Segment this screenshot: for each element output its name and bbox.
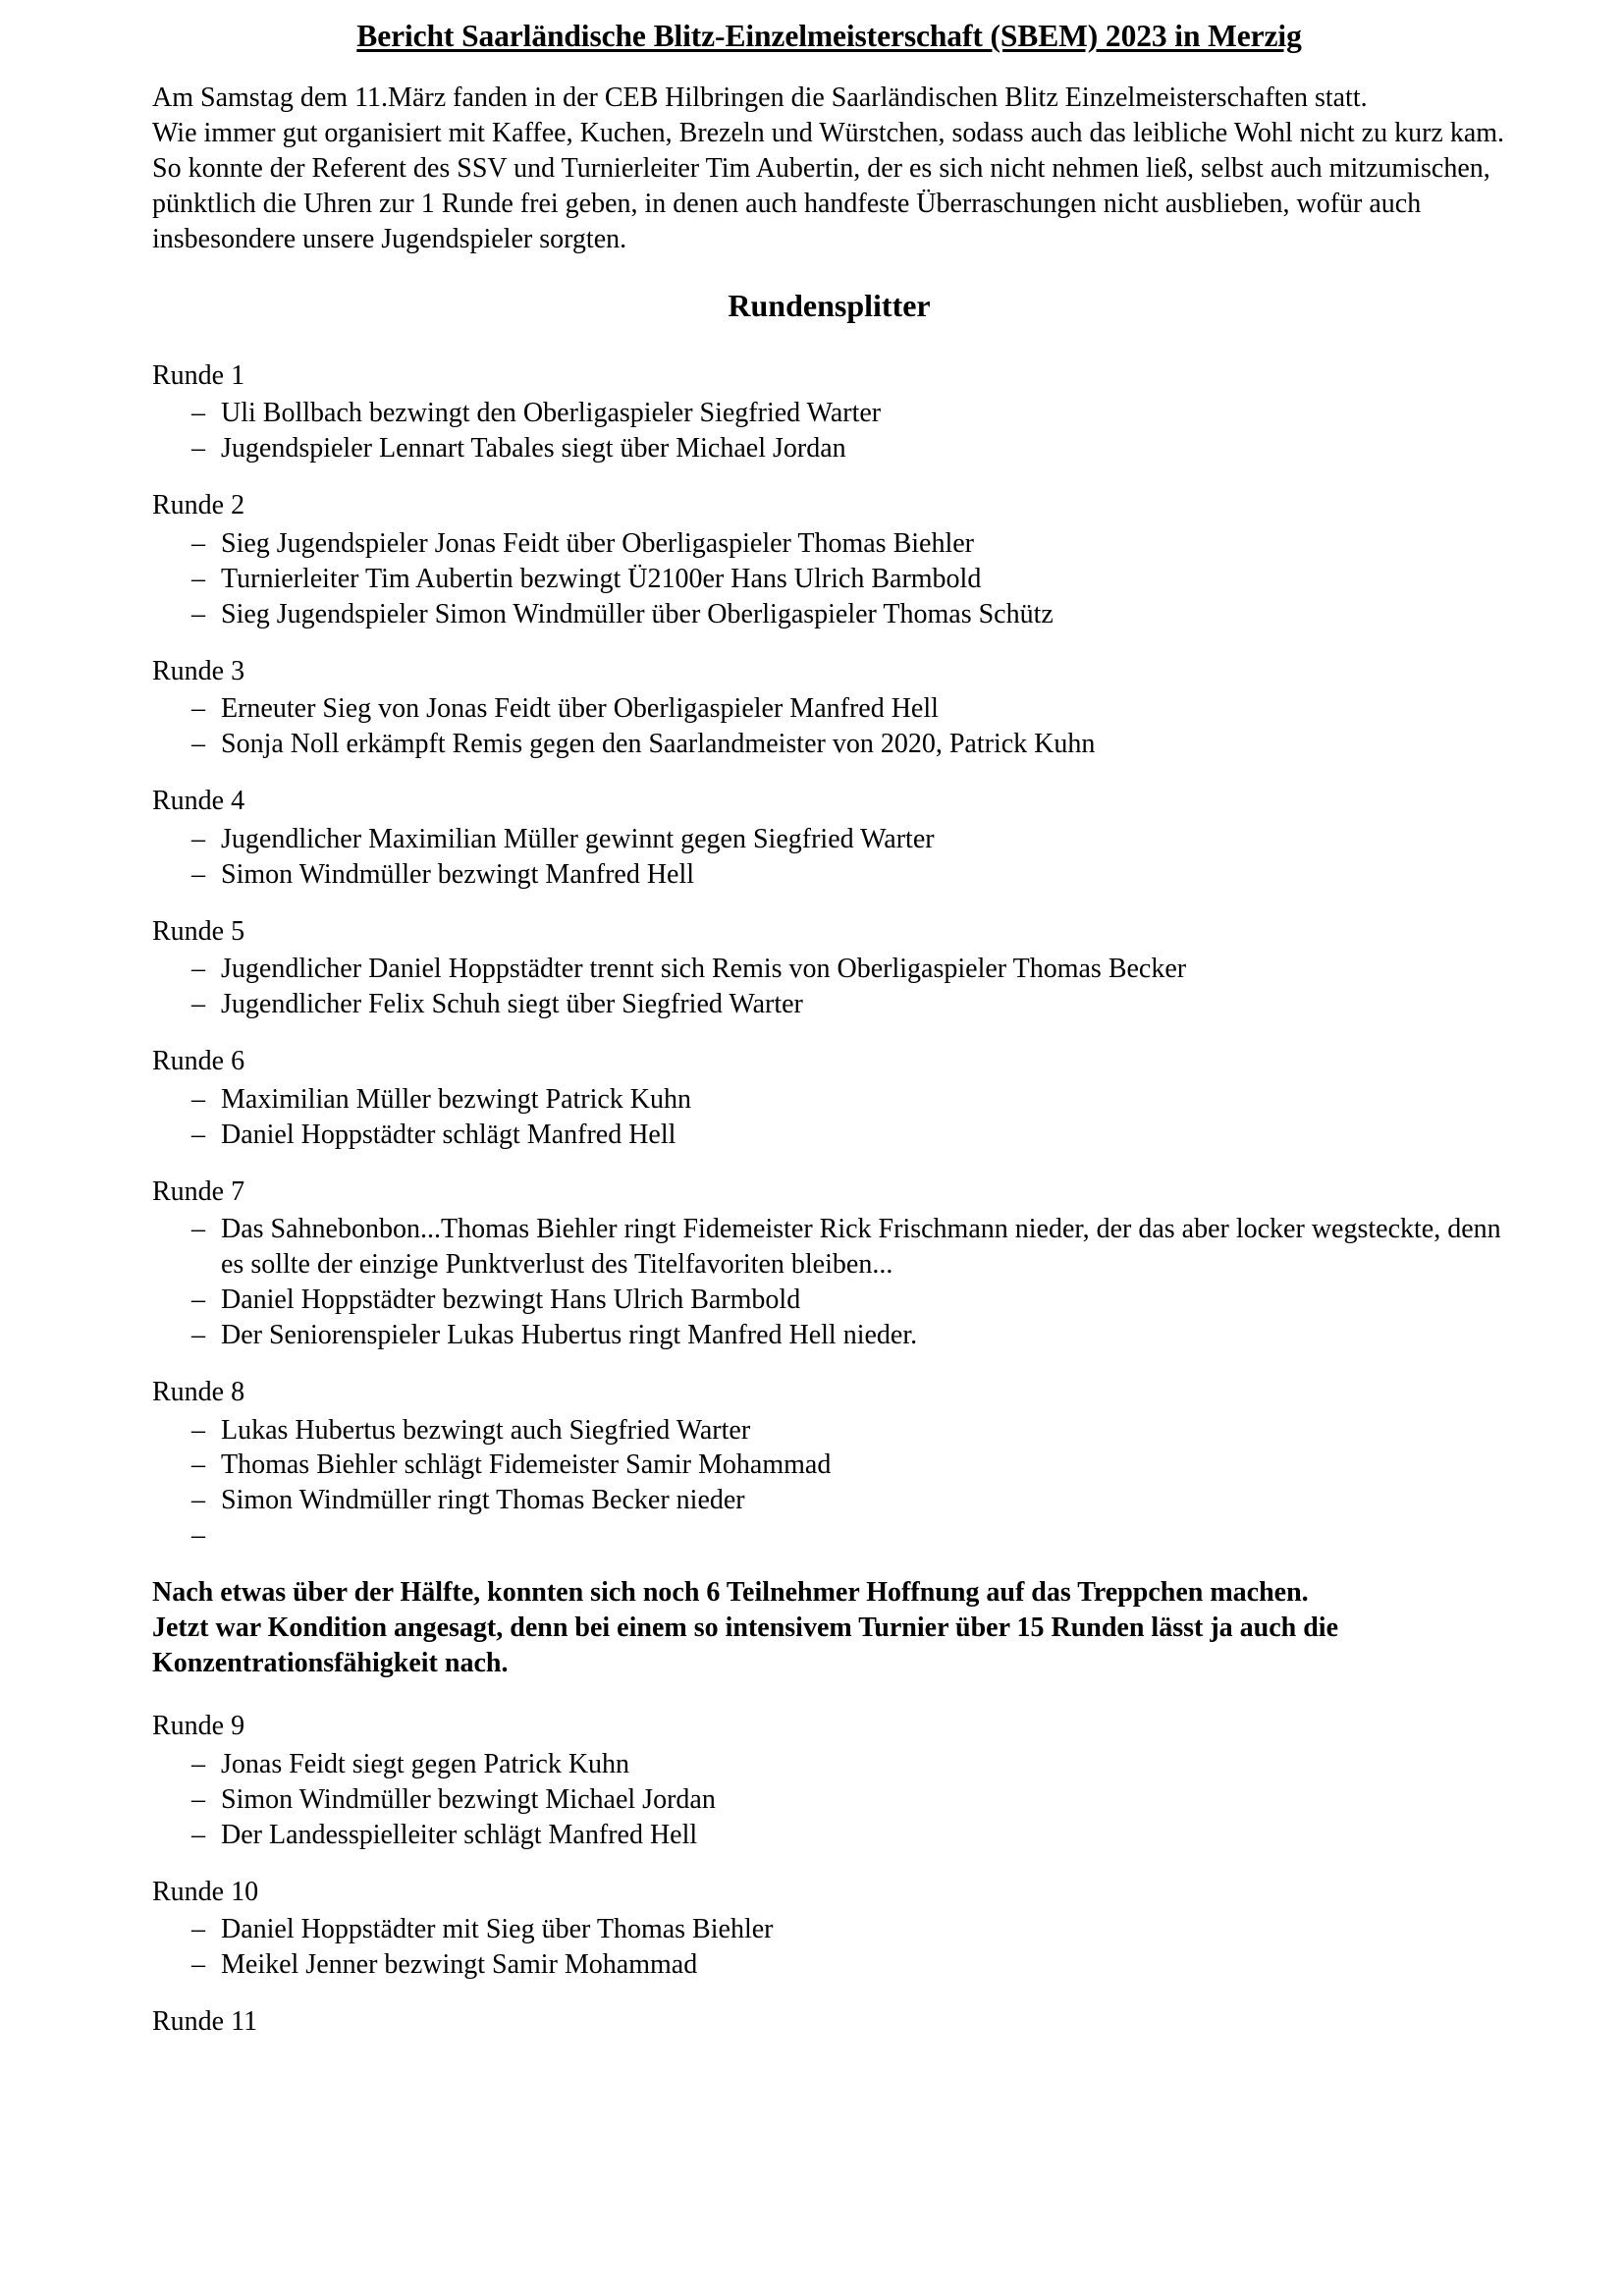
round-item <box>152 562 1506 597</box>
round-item-list <box>152 952 1506 1022</box>
round-item <box>152 952 1506 987</box>
round-item-list <box>152 1912 1506 1983</box>
dash-bullet-icon: – <box>191 1748 205 1779</box>
round-label: Runde 7 <box>152 1175 245 1207</box>
round-block <box>152 1375 1506 1554</box>
round-block <box>152 1044 1506 1152</box>
dash-bullet-icon: – <box>191 527 205 559</box>
round-label: Runde 5 <box>152 915 245 947</box>
round-item <box>152 1212 1506 1283</box>
highlight-note-line: Nach etwas über der Hälfte, konnten sich noch 6 Teilnehmer Hoffnung auf das Treppchen machen. <box>152 1577 1309 1609</box>
round-block <box>152 2004 1506 2040</box>
round-item <box>152 1283 1506 1318</box>
round-item-list <box>152 1413 1506 1555</box>
round-item-text: Lukas Hubertus bezwingt auch Siegfried Warter <box>221 1414 751 1446</box>
round-item-text: Erneuter Sieg von Jonas Feidt über Oberligaspieler Manfred Hell <box>221 693 939 725</box>
round-item <box>152 1518 1506 1554</box>
dash-bullet-icon: – <box>191 1783 205 1815</box>
round-item <box>152 1448 1506 1483</box>
round-label: Runde 1 <box>152 359 245 391</box>
page-title <box>152 18 1506 55</box>
round-item <box>152 431 1506 466</box>
section-heading-rundensplitter: Rundensplitter <box>728 288 931 324</box>
dash-bullet-icon: – <box>191 1083 205 1115</box>
dash-bullet-icon: – <box>191 1285 205 1316</box>
dash-bullet-icon: – <box>191 563 205 594</box>
round-item-text: Uli Bollbach bezwingt den Oberligaspieler Siegfried Warter <box>221 398 882 429</box>
round-item-text: Jugendlicher Daniel Hoppstädter trennt sich Remis von Oberligaspieler Thomas Becker <box>221 954 1187 985</box>
dash-bullet-icon: – <box>191 1485 205 1516</box>
page-title-text: Bericht Saarländische Blitz-Einzelmeisterschaft (SBEM) 2023 in Merzig <box>356 19 1302 53</box>
round-item-text: Sieg Jugendspieler Jonas Feidt über Oberligaspieler Thomas Biehler <box>221 527 974 559</box>
round-item-text: Jugendspieler Lennart Tabales siegt über Michael Jordan <box>221 433 846 465</box>
round-block <box>152 1875 1506 1983</box>
round-block <box>152 1709 1506 1852</box>
round-item <box>152 1082 1506 1118</box>
round-item-text: Daniel Hoppstädter mit Sieg über Thomas Biehler <box>221 1914 774 1945</box>
round-item-text: Turnierleiter Tim Aubertin bezwingt Ü2100er Hans Ulrich Barmbold <box>221 563 982 594</box>
round-label: Runde 8 <box>152 1376 245 1407</box>
round-item <box>152 1947 1506 1983</box>
round-item-list <box>152 1082 1506 1153</box>
intro-paragraph: Am Samstag dem 11.März fanden in der CEB Hilbringen die Saarländischen Blitz Einzelmeisterschaften statt. <box>152 82 1368 114</box>
round-label: Runde 4 <box>152 786 245 817</box>
round-block <box>152 784 1506 892</box>
intro-paragraph: So konnte der Referent des SSV und Turnierleiter Tim Aubertin, der es sich nicht nehmen ließ, selbst auch mitzumischen, pünktlich die Uhren zur 1 Runde frei geben, in denen auch handfeste Überraschungen nicht ausblieben, wofür auch insbesondere unsere Jugendspieler sorgten. <box>152 153 1490 255</box>
highlight-note <box>152 1575 1506 1681</box>
round-label: Runde 9 <box>152 1711 245 1742</box>
round-label: Runde 11 <box>152 2006 258 2038</box>
round-item <box>152 1818 1506 1853</box>
round-item-text: Sonja Noll erkämpft Remis gegen den Saarlandmeister von 2020, Patrick Kuhn <box>221 729 1096 760</box>
round-item-list <box>152 1747 1506 1853</box>
round-item <box>152 727 1506 762</box>
dash-bullet-icon: – <box>191 398 205 429</box>
dash-bullet-icon: – <box>191 858 205 890</box>
round-item-text: Daniel Hoppstädter schlägt Manfred Hell <box>221 1119 676 1150</box>
round-item <box>152 396 1506 431</box>
dash-bullet-icon: – <box>191 989 205 1020</box>
dash-bullet-icon: – <box>191 433 205 465</box>
dash-bullet-icon: – <box>191 1520 205 1552</box>
round-item-list <box>152 396 1506 466</box>
round-item <box>152 1747 1506 1782</box>
dash-bullet-icon: – <box>191 1914 205 1945</box>
round-item <box>152 1118 1506 1153</box>
round-item <box>152 857 1506 893</box>
dash-bullet-icon: – <box>191 1449 205 1481</box>
round-block <box>152 914 1506 1022</box>
round-item-list <box>152 691 1506 762</box>
round-item <box>152 1782 1506 1818</box>
round-item-list <box>152 526 1506 632</box>
round-item <box>152 1413 1506 1449</box>
round-block <box>152 1175 1506 1353</box>
dash-bullet-icon: – <box>191 729 205 760</box>
round-item <box>152 1483 1506 1518</box>
round-item <box>152 822 1506 857</box>
round-label: Runde 6 <box>152 1046 245 1077</box>
round-item <box>152 1318 1506 1353</box>
round-label: Runde 3 <box>152 655 245 686</box>
round-item-list <box>152 1212 1506 1353</box>
round-item-text: Das Sahnebonbon...Thomas Biehler ringt Fidemeister Rick Frischmann nieder, der das aber locker wegsteckte, denn es sollte der einzige Punktverlust des Titelfavoriten bleiben... <box>221 1214 1501 1281</box>
round-item-text: Der Landesspielleiter schlägt Manfred Hell <box>221 1819 698 1850</box>
round-label: Runde 2 <box>152 490 245 521</box>
dash-bullet-icon: – <box>191 1819 205 1850</box>
rounds-after-note-container <box>152 1709 1506 2039</box>
highlight-note-line: Jetzt war Kondition angesagt, denn bei einem so intensivem Turnier über 15 Runden lässt ja auch die Konzentrationsfähigkeit nach. <box>152 1613 1339 1679</box>
round-item-text: Jugendlicher Maximilian Müller gewinnt gegen Siegfried Warter <box>221 823 935 854</box>
intro-paragraphs <box>152 81 1506 257</box>
round-item <box>152 691 1506 727</box>
round-item-text: Jonas Feidt siegt gegen Patrick Kuhn <box>221 1748 630 1779</box>
round-item-text: Jugendlicher Felix Schuh siegt über Siegfried Warter <box>221 989 803 1020</box>
round-item-text: Simon Windmüller bezwingt Michael Jordan <box>221 1783 716 1815</box>
round-item <box>152 1912 1506 1947</box>
round-item-text: Simon Windmüller ringt Thomas Becker nieder <box>221 1485 745 1516</box>
intro-paragraph: Wie immer gut organisiert mit Kaffee, Kuchen, Brezeln und Würstchen, sodass auch das leibliche Wohl nicht zu kurz kam. <box>152 118 1505 149</box>
dash-bullet-icon: – <box>191 954 205 985</box>
round-item <box>152 526 1506 562</box>
rounds-container <box>152 358 1506 1555</box>
round-item-text: Sieg Jugendspieler Simon Windmüller über Oberligaspieler Thomas Schütz <box>221 598 1054 629</box>
dash-bullet-icon: – <box>191 823 205 854</box>
round-item-list <box>152 822 1506 893</box>
round-item-text: Simon Windmüller bezwingt Manfred Hell <box>221 858 695 890</box>
round-item-text: Meikel Jenner bezwingt Samir Mohammad <box>221 1949 698 1981</box>
dash-bullet-icon: – <box>191 1414 205 1446</box>
round-item-text: Thomas Biehler schlägt Fidemeister Samir Mohammad <box>221 1449 832 1481</box>
dash-bullet-icon: – <box>191 1214 205 1245</box>
round-item <box>152 987 1506 1022</box>
dash-bullet-icon: – <box>191 1119 205 1150</box>
round-block <box>152 654 1506 762</box>
round-item <box>152 597 1506 632</box>
round-item-text: Der Seniorenspieler Lukas Hubertus ringt Manfred Hell nieder. <box>221 1319 918 1350</box>
dash-bullet-icon: – <box>191 693 205 725</box>
round-block <box>152 358 1506 466</box>
round-item-text: Maximilian Müller bezwingt Patrick Kuhn <box>221 1083 692 1115</box>
round-block <box>152 488 1506 631</box>
dash-bullet-icon: – <box>191 598 205 629</box>
dash-bullet-icon: – <box>191 1949 205 1981</box>
round-item-text: Daniel Hoppstädter bezwingt Hans Ulrich Barmbold <box>221 1285 801 1316</box>
dash-bullet-icon: – <box>191 1319 205 1350</box>
round-label: Runde 10 <box>152 1876 259 1907</box>
